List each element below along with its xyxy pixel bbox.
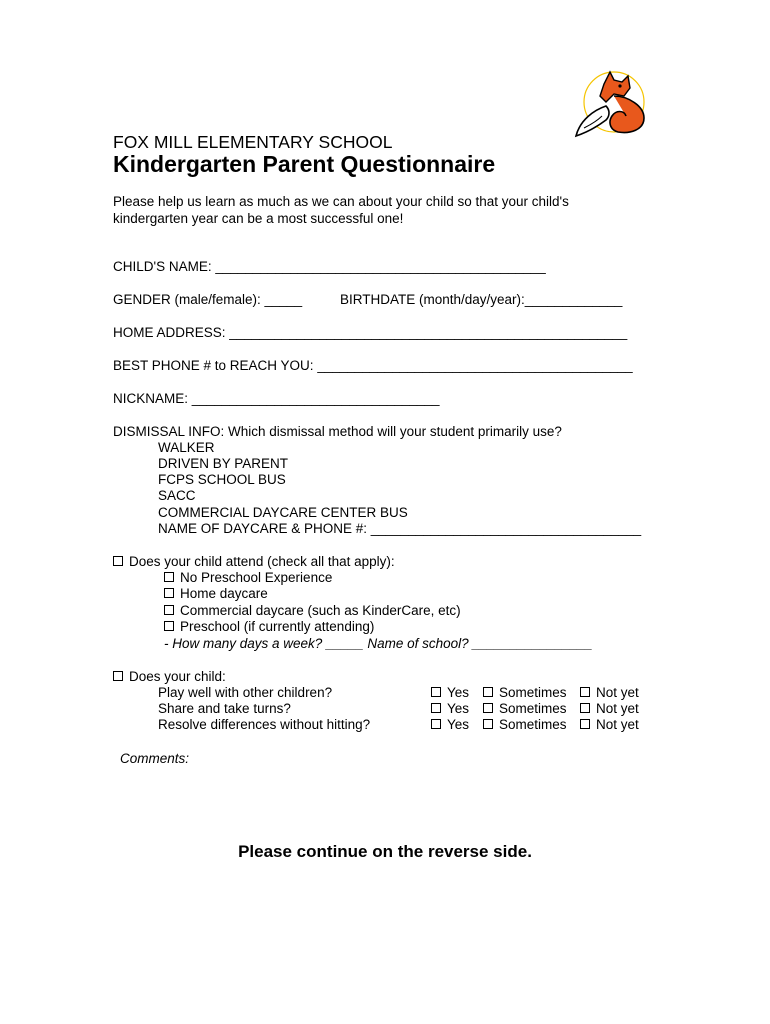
attend-option-label: Preschool (if currently attending) <box>180 619 375 634</box>
page-title: Kindergarten Parent Questionnaire <box>113 151 496 177</box>
checkbox[interactable] <box>164 588 174 598</box>
choice-label: Not yet <box>596 701 639 716</box>
dismissal-question: DISMISSAL INFO: Which dismissal method will your student primarily use? <box>113 424 562 439</box>
choice-yes[interactable] <box>431 716 469 733</box>
dismissal-option[interactable]: SACC <box>158 488 196 503</box>
preschool-followup[interactable]: - How many days a week? _____ Name of school? ________________ <box>164 636 593 651</box>
checkbox[interactable] <box>164 605 174 615</box>
checkbox[interactable] <box>113 556 123 566</box>
behavior-question-label: Does your child: <box>129 669 226 684</box>
checkbox[interactable] <box>431 719 441 729</box>
intro-line: kindergarten year can be a most successful one! <box>113 211 404 226</box>
choice-sometimes[interactable] <box>483 700 567 717</box>
daycare-name-field[interactable]: NAME OF DAYCARE & PHONE #: ____________________________________ <box>158 521 642 536</box>
choice-not-yet[interactable] <box>580 700 639 717</box>
attend-option-label: Commercial daycare (such as KinderCare, etc) <box>180 603 461 618</box>
choice-yes[interactable] <box>431 700 469 717</box>
behavior-row-label: Share and take turns? <box>158 701 291 716</box>
attend-option[interactable] <box>164 569 332 586</box>
choice-label: Yes <box>447 717 470 732</box>
checkbox[interactable] <box>113 671 123 681</box>
checkbox[interactable] <box>483 703 493 713</box>
checkbox[interactable] <box>164 621 174 631</box>
choice-not-yet[interactable] <box>580 716 639 733</box>
checkbox[interactable] <box>431 703 441 713</box>
birthdate-field[interactable]: BIRTHDATE (month/day/year):_____________ <box>340 292 623 307</box>
checkbox[interactable] <box>431 687 441 697</box>
behavior-row-label: Resolve differences without hitting? <box>158 717 371 732</box>
choice-label: Sometimes <box>499 717 567 732</box>
attend-option[interactable] <box>164 618 374 635</box>
dismissal-option[interactable]: COMMERCIAL DAYCARE CENTER BUS <box>158 505 408 520</box>
choice-label: Yes <box>447 685 470 700</box>
attend-option[interactable] <box>164 585 268 602</box>
child-name-field[interactable]: CHILD'S NAME: ____________________________________________ <box>113 259 546 274</box>
gender-field[interactable]: GENDER (male/female): _____ <box>113 292 303 307</box>
phone-field[interactable]: BEST PHONE # to REACH YOU: __________________________________________ <box>113 358 633 373</box>
fox-logo-icon <box>570 66 656 140</box>
choice-label: Not yet <box>596 717 639 732</box>
checkbox[interactable] <box>483 687 493 697</box>
checkbox[interactable] <box>164 572 174 582</box>
choice-not-yet[interactable] <box>580 684 639 701</box>
continue-note: Please continue on the reverse side. <box>238 842 532 861</box>
attend-option[interactable] <box>164 602 461 619</box>
choice-label: Not yet <box>596 685 639 700</box>
dismissal-option[interactable]: FCPS SCHOOL BUS <box>158 472 286 487</box>
choice-sometimes[interactable] <box>483 716 567 733</box>
nickname-field[interactable]: NICKNAME: _________________________________ <box>113 391 440 406</box>
behavior-question[interactable] <box>113 668 226 685</box>
attend-question-label: Does your child attend (check all that apply): <box>129 554 395 569</box>
checkbox[interactable] <box>580 703 590 713</box>
choice-label: Yes <box>447 701 470 716</box>
home-address-field[interactable]: HOME ADDRESS: _____________________________________________________ <box>113 325 628 340</box>
checkbox[interactable] <box>483 719 493 729</box>
dismissal-option[interactable]: DRIVEN BY PARENT <box>158 456 289 471</box>
comments-label[interactable]: Comments: <box>120 751 190 766</box>
dismissal-option[interactable]: WALKER <box>158 440 215 455</box>
behavior-row-label: Play well with other children? <box>158 685 333 700</box>
checkbox[interactable] <box>580 719 590 729</box>
school-name: FOX MILL ELEMENTARY SCHOOL <box>113 132 393 152</box>
intro-text <box>113 193 613 227</box>
choice-yes[interactable] <box>431 684 469 701</box>
attend-option-label: Home daycare <box>180 586 268 601</box>
choice-label: Sometimes <box>499 701 567 716</box>
choice-sometimes[interactable] <box>483 684 567 701</box>
attend-option-label: No Preschool Experience <box>180 570 333 585</box>
choice-label: Sometimes <box>499 685 567 700</box>
intro-line: Please help us learn as much as we can about your child so that your child's <box>113 194 569 209</box>
checkbox[interactable] <box>580 687 590 697</box>
attend-question[interactable] <box>113 553 395 570</box>
